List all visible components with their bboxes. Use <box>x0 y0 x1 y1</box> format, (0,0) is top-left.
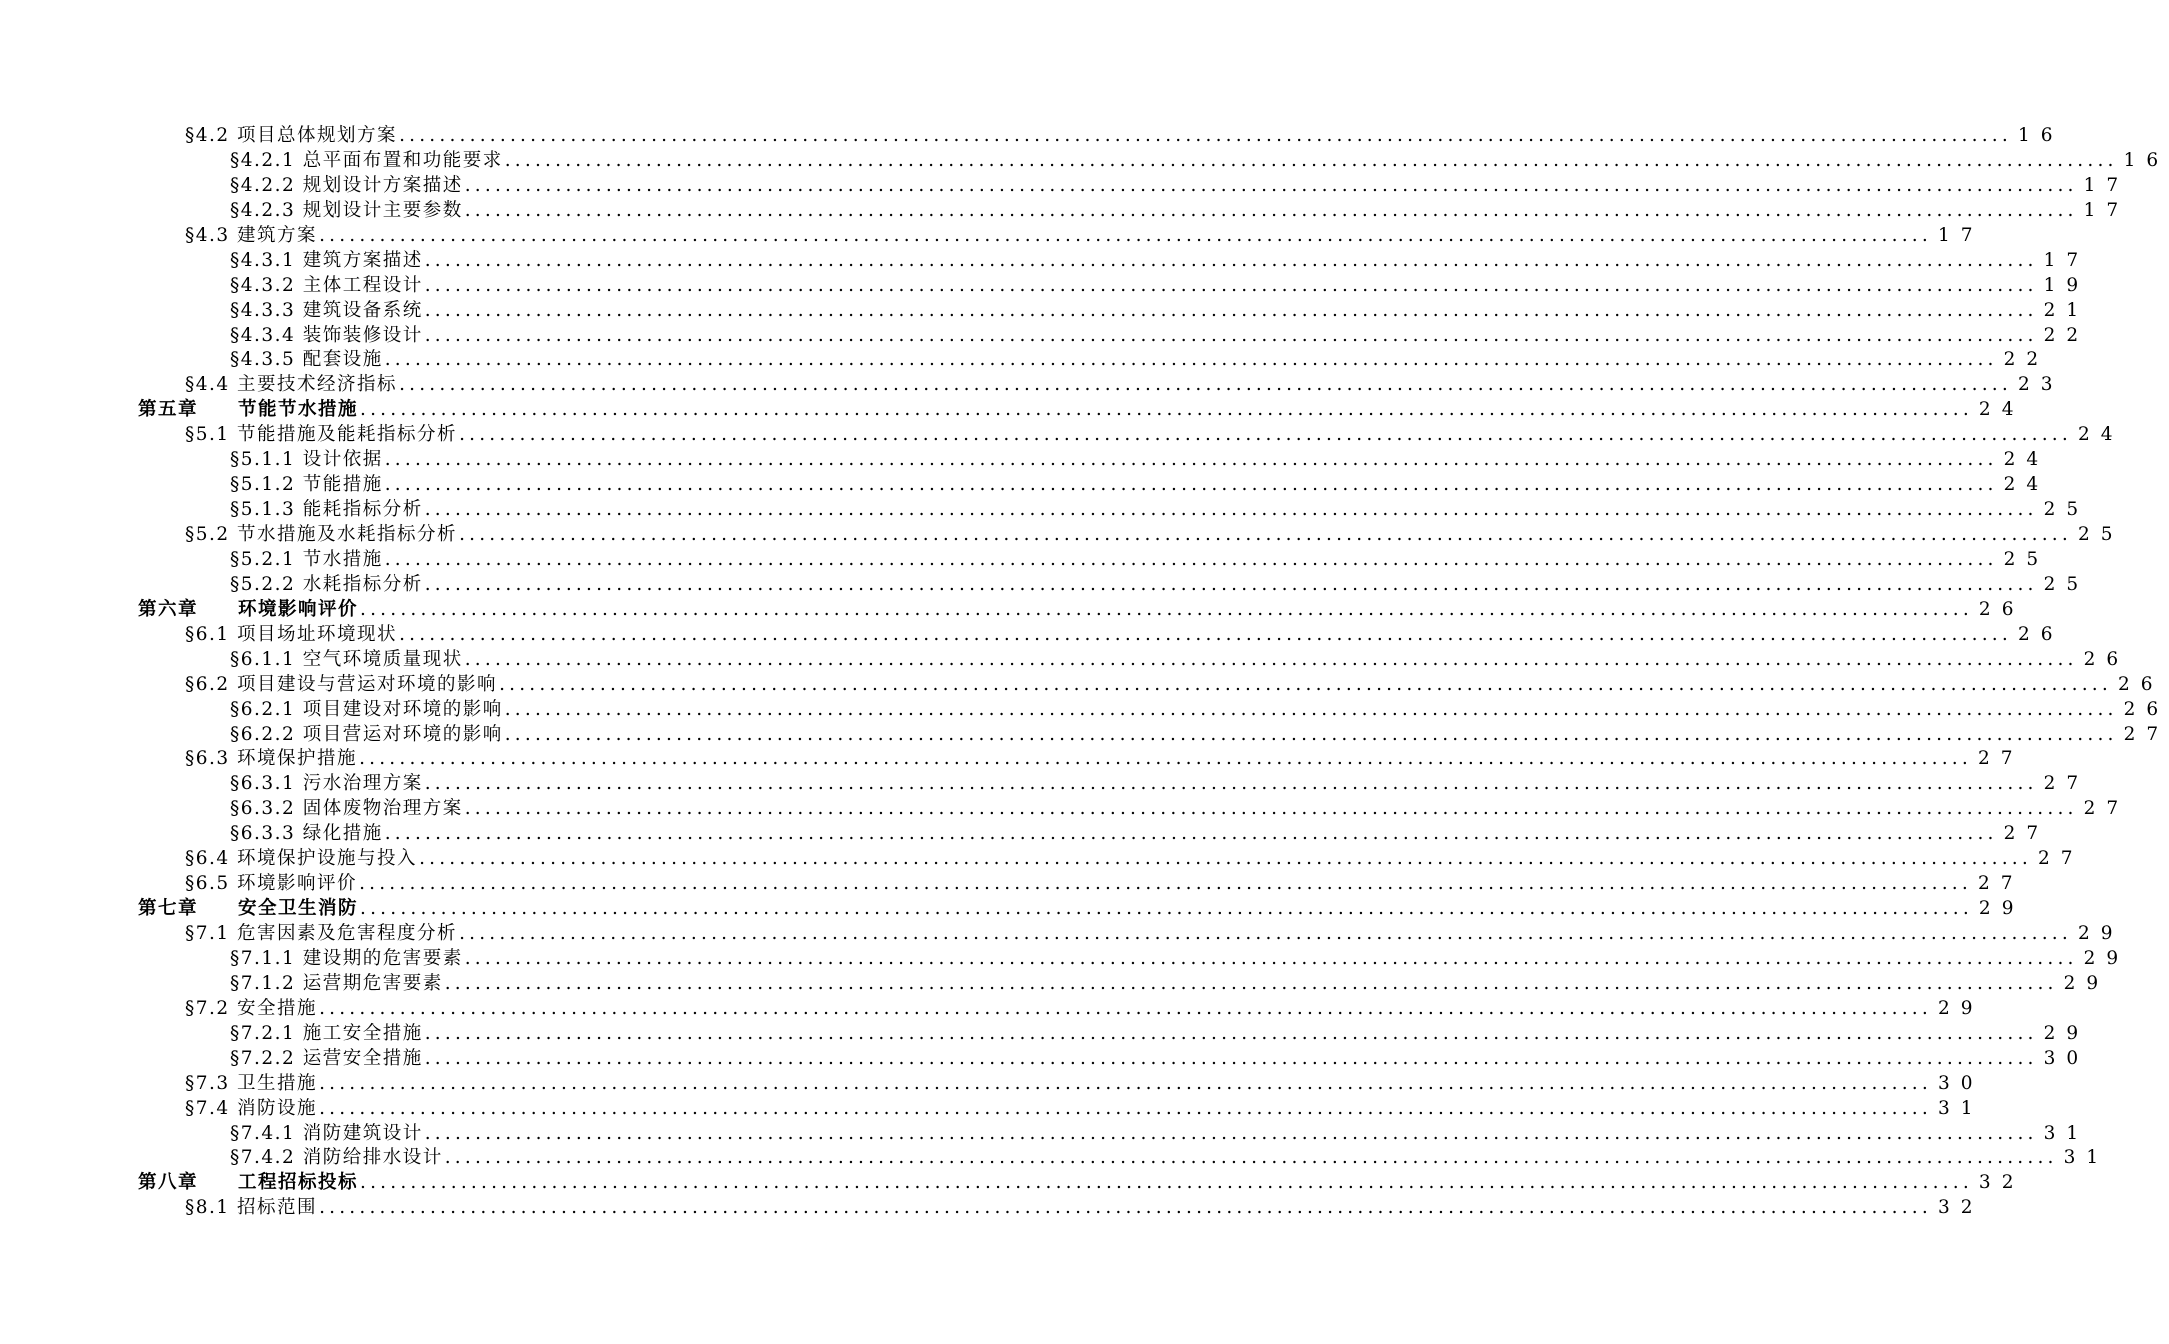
toc-page-number: 30 <box>1937 1072 1984 1094</box>
toc-chapter-number: 第六章 <box>138 598 199 620</box>
toc-page-number: 27 <box>1977 748 2024 770</box>
dot-leader <box>319 1097 1932 1122</box>
dot-leader <box>385 348 1998 373</box>
toc-page-number: 25 <box>2077 524 2124 545</box>
toc-section-entry <box>138 747 2024 772</box>
toc-page-number: 29 <box>2077 923 2124 944</box>
toc-page-number: 27 <box>2123 723 2169 745</box>
toc-page-number: 25 <box>2043 499 2090 521</box>
dot-leader <box>425 1022 2038 1047</box>
toc-page-number: 24 <box>2003 474 2050 496</box>
dot-leader <box>399 124 2012 149</box>
toc-entry-label: §4.2.3 规划设计主要参数 <box>230 199 463 221</box>
toc-subsection-entry <box>138 797 2130 822</box>
dot-leader <box>425 772 2038 797</box>
toc-section-entry <box>138 997 1984 1022</box>
toc-chapter-entry <box>138 1171 2025 1196</box>
toc-subsection-entry <box>138 324 2090 349</box>
toc-subsection-entry <box>138 1047 2090 1072</box>
toc-subsection-entry <box>138 348 2050 373</box>
dot-leader <box>385 548 1998 573</box>
toc-subsection-entry <box>138 149 2169 174</box>
toc-subsection-entry <box>138 473 2050 498</box>
toc-section-entry <box>138 847 2084 872</box>
toc-page-number: 16 <box>2017 125 2064 146</box>
toc-entry-label: §7.3 卫生措施 <box>185 1072 318 1094</box>
toc-entry-label: §5.1.1 设计依据 <box>230 449 383 471</box>
toc-entry-label: §6.1 项目场址环境现状 <box>185 623 398 645</box>
dot-leader <box>385 822 1998 847</box>
toc-subsection-entry <box>138 174 2130 199</box>
toc-chapter-entry <box>138 398 2025 423</box>
toc-entry-label: §7.1.1 建设期的危害要素 <box>230 947 463 969</box>
toc-page-number: 25 <box>2003 548 2050 570</box>
toc-subsection-entry <box>138 448 2050 473</box>
dot-leader <box>459 423 2072 448</box>
toc-section-entry <box>138 1097 1984 1122</box>
dot-leader <box>505 698 2118 723</box>
toc-entry-label: §4.3 建筑方案 <box>185 224 318 246</box>
toc-entry-label: §6.5 环境影响评价 <box>185 873 358 895</box>
toc-page-number: 27 <box>2037 848 2084 870</box>
dot-leader <box>459 922 2072 947</box>
toc-entry-label: §4.3.2 主体工程设计 <box>230 274 423 296</box>
table-of-contents <box>138 124 2169 1221</box>
dot-leader <box>360 897 1973 922</box>
toc-entry-label: §7.4 消防设施 <box>185 1097 318 1119</box>
toc-entry-label: §5.2 节水措施及水耗指标分析 <box>185 524 458 545</box>
toc-section-entry <box>138 922 2124 947</box>
toc-page-number: 29 <box>2043 1022 2090 1044</box>
toc-entry-label: §6.3.2 固体废物治理方案 <box>230 798 463 820</box>
dot-leader <box>319 1196 1932 1221</box>
toc-section-entry <box>138 623 2064 648</box>
toc-section-entry <box>138 1196 1984 1221</box>
toc-section-entry <box>138 872 2024 897</box>
toc-subsection-entry <box>138 199 2130 224</box>
toc-chapter-title: 环境影响评价 <box>238 598 359 620</box>
toc-subsection-entry <box>138 723 2169 748</box>
toc-subsection-entry <box>138 1146 2110 1171</box>
toc-chapter-label <box>138 398 358 423</box>
toc-page-number: 26 <box>2083 648 2130 670</box>
toc-entry-label: §7.4.2 消防给排水设计 <box>230 1147 443 1169</box>
toc-subsection-entry <box>138 648 2130 673</box>
toc-entry-label: §7.4.1 消防建筑设计 <box>230 1122 423 1144</box>
toc-page-number: 16 <box>2123 149 2169 171</box>
toc-page-number: 26 <box>2117 673 2164 695</box>
toc-page-number: 29 <box>1978 898 2025 920</box>
toc-chapter-title: 安全卫生消防 <box>238 898 359 920</box>
dot-leader <box>425 324 2038 349</box>
toc-chapter-label <box>138 897 358 922</box>
toc-page-number: 29 <box>2063 972 2110 994</box>
toc-page-number: 23 <box>2017 374 2064 396</box>
toc-chapter-title: 工程招标投标 <box>238 1172 359 1194</box>
dot-leader <box>399 373 2012 398</box>
toc-page-number: 26 <box>2123 698 2169 720</box>
toc-entry-label: §8.1 招标范围 <box>185 1197 318 1219</box>
dot-leader <box>465 199 2078 224</box>
toc-entry-label: §6.1.1 空气环境质量现状 <box>230 648 463 670</box>
toc-entry-label: §4.2.1 总平面布置和功能要求 <box>230 149 503 171</box>
toc-page-number: 31 <box>1937 1097 1984 1119</box>
toc-page-number: 31 <box>2043 1122 2090 1144</box>
toc-page-number: 17 <box>2043 249 2090 271</box>
toc-page-number: 32 <box>1937 1197 1984 1219</box>
dot-leader <box>360 398 1973 423</box>
toc-entry-label: §5.1.2 节能措施 <box>230 474 383 496</box>
toc-page-number: 29 <box>1937 997 1984 1019</box>
dot-leader <box>425 573 2038 598</box>
toc-chapter-title: 节能节水措施 <box>238 399 359 421</box>
dot-leader <box>425 299 2038 324</box>
dot-leader <box>425 1047 2038 1072</box>
toc-entry-label: §4.2.2 规划设计方案描述 <box>230 174 463 196</box>
toc-page-number: 24 <box>1978 399 2025 421</box>
dot-leader <box>459 523 2072 548</box>
dot-leader <box>385 473 1998 498</box>
toc-entry-label: §6.3 环境保护措施 <box>185 748 358 770</box>
dot-leader <box>465 174 2078 199</box>
dot-leader <box>465 947 2078 972</box>
toc-subsection-entry <box>138 1022 2090 1047</box>
toc-subsection-entry <box>138 498 2090 523</box>
dot-leader <box>399 623 2012 648</box>
toc-chapter-entry <box>138 598 2025 623</box>
toc-entry-label: §5.1.3 能耗指标分析 <box>230 499 423 521</box>
dot-leader <box>425 249 2038 274</box>
toc-subsection-entry <box>138 1122 2090 1147</box>
toc-entry-label: §6.2.1 项目建设对环境的影响 <box>230 698 503 720</box>
toc-entry-label: §6.3.1 污水治理方案 <box>230 773 423 795</box>
toc-subsection-entry <box>138 822 2050 847</box>
toc-page-number: 19 <box>2043 274 2090 296</box>
dot-leader <box>385 448 1998 473</box>
dot-leader <box>465 797 2078 822</box>
dot-leader <box>445 972 2058 997</box>
dot-leader <box>425 274 2038 299</box>
toc-section-entry <box>138 1072 1984 1097</box>
toc-chapter-label <box>138 1171 358 1196</box>
toc-entry-label: §4.3.4 装饰装修设计 <box>230 324 423 346</box>
toc-subsection-entry <box>138 299 2090 324</box>
toc-entry-label: §7.2.2 运营安全措施 <box>230 1047 423 1069</box>
toc-subsection-entry <box>138 548 2050 573</box>
toc-page-number: 26 <box>1978 598 2025 620</box>
dot-leader <box>445 1146 2058 1171</box>
dot-leader <box>319 1072 1932 1097</box>
toc-page-number: 17 <box>2083 174 2130 196</box>
toc-chapter-number: 第五章 <box>138 399 199 421</box>
toc-page-number: 27 <box>2003 823 2050 845</box>
toc-page-number: 17 <box>1937 224 1984 246</box>
toc-entry-label: §5.2.1 节水措施 <box>230 548 383 570</box>
toc-subsection-entry <box>138 698 2169 723</box>
toc-page-number: 27 <box>1977 873 2024 895</box>
toc-entry-label: §7.1 危害因素及危害程度分析 <box>185 923 458 944</box>
toc-chapter-number: 第八章 <box>138 1172 199 1194</box>
toc-section-entry <box>138 224 1984 249</box>
toc-entry-label: §4.2 项目总体规划方案 <box>185 125 398 146</box>
toc-entry-label: §7.2.1 施工安全措施 <box>230 1022 423 1044</box>
dot-leader <box>425 1122 2038 1147</box>
toc-chapter-entry <box>138 897 2025 922</box>
toc-subsection-entry <box>138 772 2090 797</box>
dot-leader <box>360 598 1973 623</box>
toc-page-number: 21 <box>2043 299 2090 321</box>
toc-entry-label: §4.4 主要技术经济指标 <box>185 374 398 396</box>
toc-entry-label: §5.2.2 水耗指标分析 <box>230 573 423 595</box>
toc-entry-label: §4.3.5 配套设施 <box>230 349 383 371</box>
toc-entry-label: §6.4 环境保护设施与投入 <box>185 848 418 870</box>
toc-entry-label: §7.1.2 运营期危害要素 <box>230 972 443 994</box>
toc-page-number: 27 <box>2083 798 2130 820</box>
toc-entry-label: §7.2 安全措施 <box>185 997 318 1019</box>
toc-entry-label: §6.2.2 项目营运对环境的影响 <box>230 723 503 745</box>
toc-page-number: 29 <box>2083 947 2130 969</box>
toc-page-number: 24 <box>2003 449 2050 471</box>
dot-leader <box>425 498 2038 523</box>
toc-section-entry <box>138 124 2064 149</box>
dot-leader <box>505 723 2118 748</box>
toc-subsection-entry <box>138 249 2090 274</box>
toc-section-entry <box>138 673 2164 698</box>
dot-leader <box>505 149 2118 174</box>
toc-subsection-entry <box>138 573 2090 598</box>
dot-leader <box>359 747 1972 772</box>
toc-section-entry <box>138 423 2124 448</box>
dot-leader <box>465 648 2078 673</box>
toc-section-entry <box>138 373 2064 398</box>
dot-leader <box>359 872 1972 897</box>
toc-page-number: 31 <box>2063 1147 2110 1169</box>
toc-chapter-label <box>138 598 358 623</box>
toc-section-entry <box>138 523 2124 548</box>
toc-entry-label: §4.3.1 建筑方案描述 <box>230 249 423 271</box>
toc-chapter-number: 第七章 <box>138 898 199 920</box>
dot-leader <box>319 224 1932 249</box>
toc-subsection-entry <box>138 972 2110 997</box>
toc-page-number: 22 <box>2043 324 2090 346</box>
toc-page-number: 22 <box>2003 349 2050 371</box>
toc-subsection-entry <box>138 274 2090 299</box>
toc-page-number: 32 <box>1978 1172 2025 1194</box>
toc-page-number: 25 <box>2043 573 2090 595</box>
dot-leader <box>499 673 2112 698</box>
dot-leader <box>419 847 2032 872</box>
toc-entry-label: §6.2 项目建设与营运对环境的影响 <box>185 673 498 695</box>
dot-leader <box>360 1171 1973 1196</box>
toc-entry-label: §5.1 节能措施及能耗指标分析 <box>185 424 458 446</box>
toc-page-number: 30 <box>2043 1047 2090 1069</box>
toc-page-number: 24 <box>2077 424 2124 446</box>
toc-entry-label: §6.3.3 绿化措施 <box>230 823 383 845</box>
toc-page-number: 17 <box>2083 199 2130 221</box>
toc-page-number: 27 <box>2043 773 2090 795</box>
toc-page-number: 26 <box>2017 623 2064 645</box>
toc-entry-label: §4.3.3 建筑设备系统 <box>230 299 423 321</box>
toc-subsection-entry <box>138 947 2130 972</box>
dot-leader <box>319 997 1932 1022</box>
